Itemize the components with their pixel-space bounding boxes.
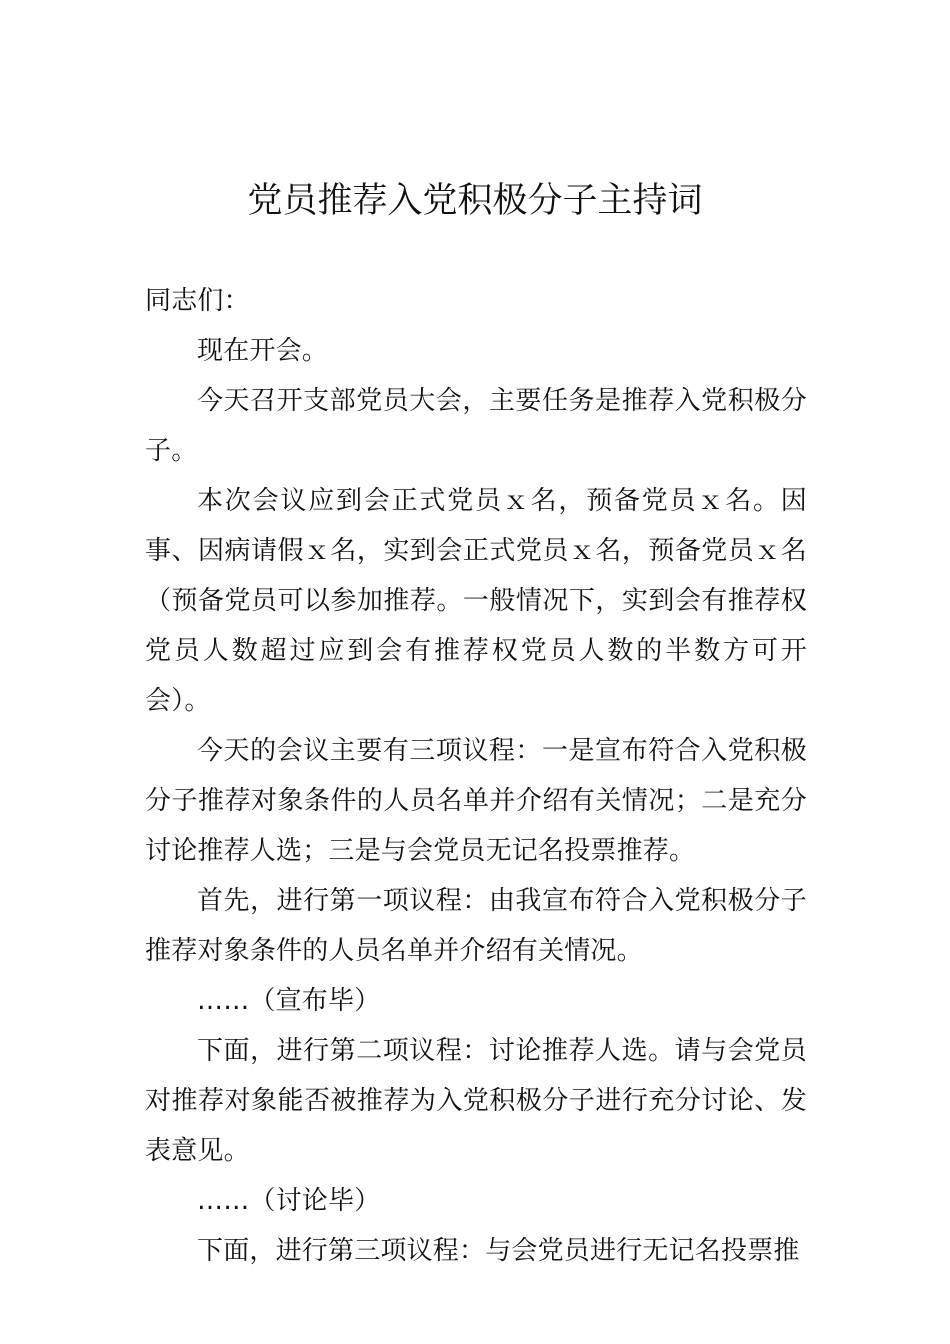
document-title: 党员推荐入党积极分子主持词 [247,181,703,221]
paragraph-agenda-item-3: 下面，进行第三项议程：与会党员进行无记名投票推 [197,1236,800,1266]
paragraph-agenda: 今天的会议主要有三项议程：一是宣布符合入党积极分子推荐对象条件的人员名单并介绍有关情况；二是充分讨论推荐人选；三是与会党员无记名投票推荐。 [145,736,807,866]
paragraph-task: 今天召开支部党员大会，主要任务是推荐入党积极分子。 [145,386,807,466]
paragraph-discussion-done: ……（讨论毕） [197,1186,381,1216]
paragraph-attendance: 本次会议应到会正式党员ｘ名，预备党员ｘ名。因事、因病请假ｘ名，实到会正式党员ｘ名，预备党员ｘ名（预备党员可以参加推荐。一般情况下，实到会有推荐权党员人数超过应到会有推荐权党员人数的半数方可开会）。 [145,486,807,716]
salutation: 同志们： [145,286,250,316]
paragraph-opening: 现在开会。 [197,336,329,366]
paragraph-agenda-item-1: 首先，进行第一项议程：由我宣布符合入党积极分子推荐对象条件的人员名单并介绍有关情况。 [145,886,807,966]
paragraph-agenda-item-2: 下面，进行第二项议程：讨论推荐人选。请与会党员对推荐对象能否被推荐为入党积极分子进行充分讨论、发表意见。 [145,1036,807,1166]
paragraph-announcement-done: ……（宣布毕） [197,986,381,1016]
document-body [145,276,807,1276]
